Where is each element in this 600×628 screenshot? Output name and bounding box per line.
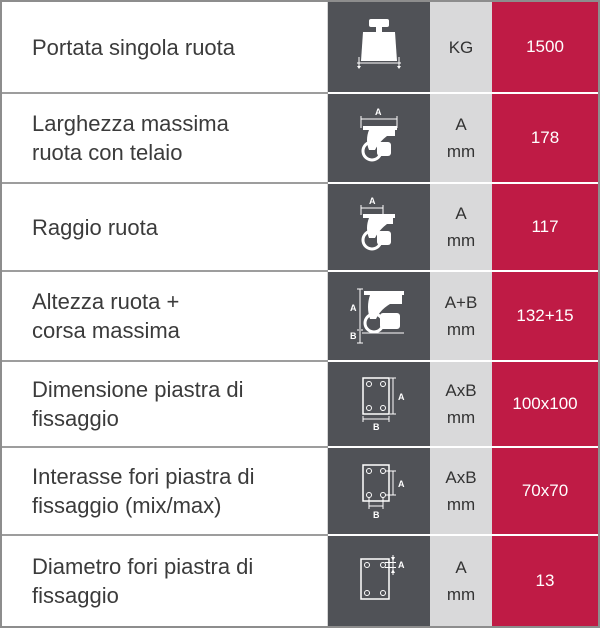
row-unit xyxy=(430,272,492,360)
row-label xyxy=(2,2,328,92)
row-label xyxy=(2,362,328,446)
row-unit xyxy=(430,2,492,92)
unit-text: A+B xyxy=(444,293,478,312)
unit-text: A xyxy=(455,558,467,577)
unit-text: mm xyxy=(446,585,476,604)
row-label xyxy=(2,94,328,182)
unit-text: mm xyxy=(446,495,476,514)
value-text: 117 xyxy=(531,217,559,236)
unit-text: A xyxy=(455,204,467,223)
unit-text: A xyxy=(455,115,467,134)
spec-row-plate-size xyxy=(2,362,598,446)
row-unit xyxy=(430,94,492,182)
row-label xyxy=(2,184,328,270)
spec-row-width xyxy=(2,94,598,182)
unit-text: mm xyxy=(446,142,476,161)
row-value xyxy=(492,2,598,92)
icon-letter-a: A xyxy=(398,479,405,489)
spec-row-hole-spacing xyxy=(2,448,598,534)
plate-hole-diameter-icon xyxy=(328,536,430,626)
plate-size-icon xyxy=(328,362,430,446)
row-unit xyxy=(430,362,492,446)
value-text: 1500 xyxy=(526,37,564,56)
label-text: Diametro fori piastra di fissaggio xyxy=(32,554,254,608)
unit-text: mm xyxy=(446,408,476,427)
value-text: 13 xyxy=(535,571,555,590)
icon-letter-a: A xyxy=(398,392,405,402)
value-text: 70x70 xyxy=(521,481,569,500)
row-value xyxy=(492,184,598,270)
wheel-radius-icon xyxy=(328,184,430,270)
icon-letter-a: A xyxy=(398,560,405,570)
row-unit xyxy=(430,448,492,534)
row-value xyxy=(492,362,598,446)
unit-text: KG xyxy=(448,37,474,57)
icon-letter-a: A xyxy=(375,107,382,117)
icon-letter-b: B xyxy=(350,331,357,341)
label-text: Raggio ruota xyxy=(32,214,158,240)
spec-row-radius xyxy=(2,184,598,270)
row-label xyxy=(2,272,328,360)
row-unit xyxy=(430,184,492,270)
plate-holes-spacing-icon xyxy=(328,448,430,534)
wheel-width-icon xyxy=(328,94,430,182)
unit-text: AxB xyxy=(445,468,477,487)
row-unit xyxy=(430,536,492,626)
label-text: Larghezza massima ruota con telaio xyxy=(32,111,229,165)
icon-letter-a: A xyxy=(369,196,376,206)
icon-letter-b: B xyxy=(373,422,380,432)
unit-text: mm xyxy=(446,320,476,339)
label-text: Portata singola ruota xyxy=(32,34,236,60)
label-text: Altezza ruota + corsa massima xyxy=(32,289,180,343)
label-text: Interasse fori piastra di fissaggio (mix/max) xyxy=(32,464,255,518)
row-value xyxy=(492,94,598,182)
unit-text: mm xyxy=(446,231,476,250)
icon-letter-a: A xyxy=(350,303,357,313)
label-text: Dimensione piastra di fissaggio xyxy=(32,377,244,431)
value-text: 132+15 xyxy=(516,306,574,325)
spec-row-load xyxy=(2,2,598,92)
row-label xyxy=(2,536,328,626)
row-label xyxy=(2,448,328,534)
value-text: 178 xyxy=(530,128,560,147)
weight-load-icon xyxy=(328,2,430,92)
spec-row-height xyxy=(2,272,598,360)
row-value xyxy=(492,536,598,626)
wheel-height-icon xyxy=(328,272,430,360)
row-value xyxy=(492,272,598,360)
row-value xyxy=(492,448,598,534)
unit-text: AxB xyxy=(445,381,477,400)
icon-letter-b: B xyxy=(373,510,380,520)
spec-row-hole-diameter xyxy=(2,536,598,626)
value-text: 100x100 xyxy=(512,394,578,413)
